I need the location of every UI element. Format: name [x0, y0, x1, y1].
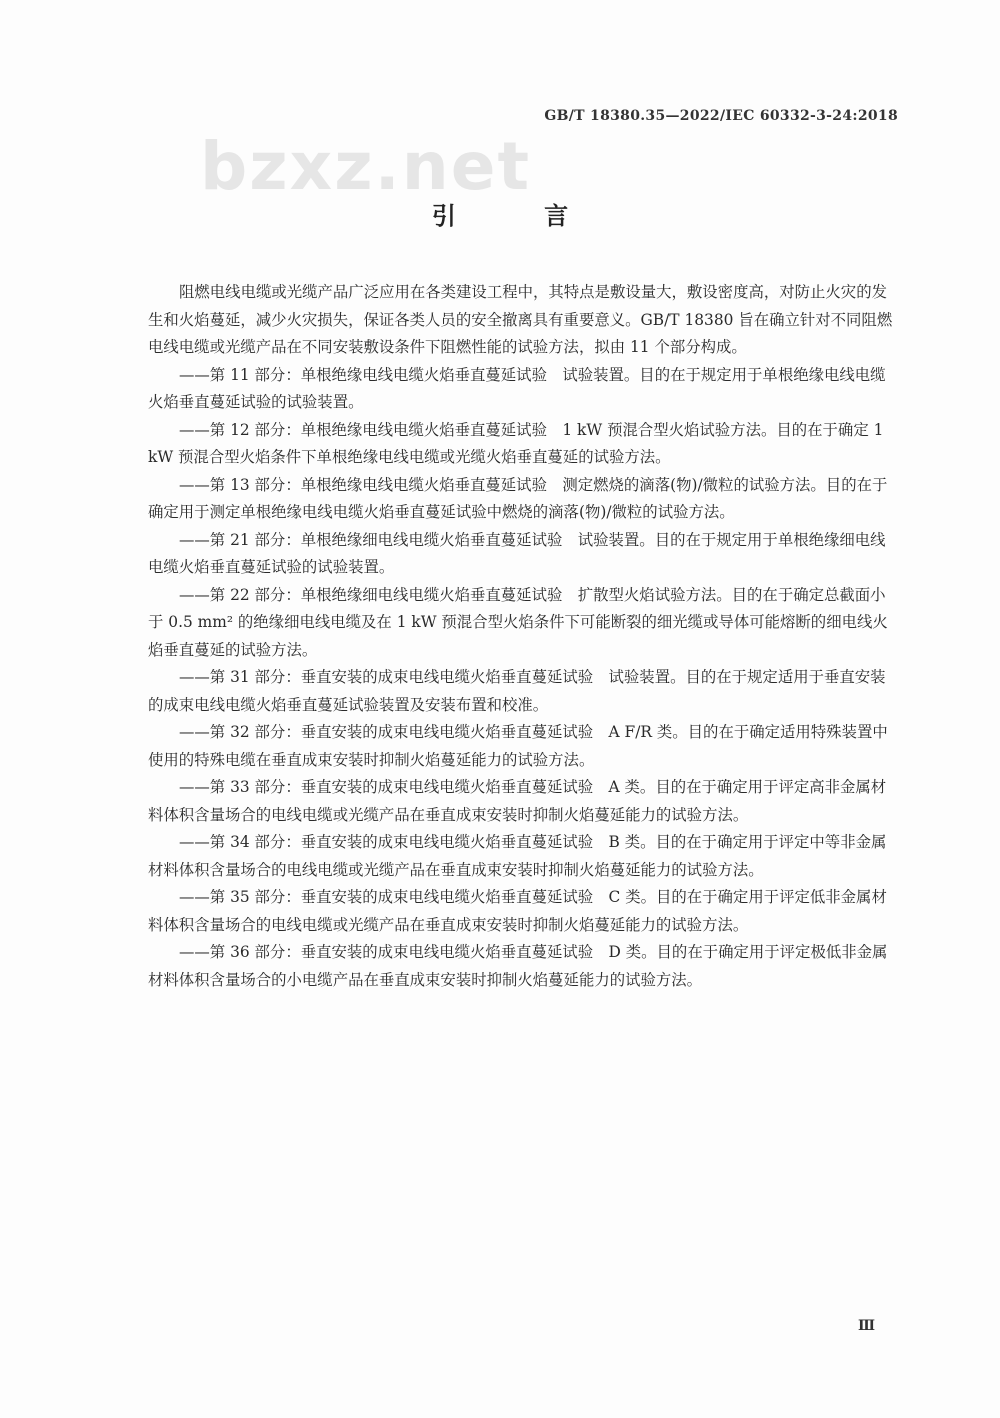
- part-item-22: ——第 22 部分：单根绝缘细电线电缆火焰垂直蔓延试验 扩散型火焰试验方法。目的在于确定总截面小于 0.5 mm² 的绝缘细电线电缆及在 1 kW 预混合型火焰条件下可能断裂的细光缆或导体可能熔断的细电线火焰垂直蔓延的试验方法。: [148, 585, 888, 659]
- page-number: Ⅲ: [857, 1318, 875, 1334]
- intro-paragraph: 阻燃电线电缆或光缆产品广泛应用在各类建设工程中，其特点是敷设量大，敷设密度高，对防止火灾的发生和火焰蔓延，减少火灾损失，保证各类人员的安全撤离具有重要意义。GB/T 18380 旨在确立针对不同阻燃电线电缆或光缆产品在不同安装敷设条件下阻燃性能的试验方法，拟由 11 个部分构成。: [148, 283, 893, 356]
- part-item-13: ——第 13 部分：单根绝缘电线电缆火焰垂直蔓延试验 测定燃烧的滴落(物)/微粒的试验方法。目的在于确定用于测定单根绝缘电线电缆火焰垂直蔓延试验中燃烧的滴落(物)/微粒的试验方法。: [148, 475, 888, 521]
- standard-number-header: GB/T 18380.35—2022/IEC 60332-3-24:2018: [544, 108, 898, 124]
- page-title: 引 言: [431, 201, 609, 230]
- part-item-35: ——第 35 部分：垂直安装的成束电线电缆火焰垂直蔓延试验 C 类。目的在于确定用于评定低非金属材料体积含量场合的电线电缆或光缆产品在垂直成束安装时抑制火焰蔓延能力的试验方法。: [148, 888, 887, 934]
- part-item-11: ——第 11 部分：单根绝缘电线电缆火焰垂直蔓延试验 试验装置。目的在于规定用于单根绝缘电线电缆火焰垂直蔓延试验的试验装置。: [148, 365, 886, 411]
- part-item-21: ——第 21 部分：单根绝缘细电线电缆火焰垂直蔓延试验 试验装置。目的在于规定用于单根绝缘细电线电缆火焰垂直蔓延试验的试验装置。: [148, 530, 886, 576]
- part-item-36: ——第 36 部分：垂直安装的成束电线电缆火焰垂直蔓延试验 D 类。目的在于确定用于评定极低非金属材料体积含量场合的小电缆产品在垂直成束安装时抑制火焰蔓延能力的试验方法。: [148, 943, 888, 989]
- part-item-31: ——第 31 部分：垂直安装的成束电线电缆火焰垂直蔓延试验 试验装置。目的在于规定适用于垂直安装的成束电线电缆火焰垂直蔓延试验装置及安装布置和校准。: [148, 668, 886, 714]
- body-content: [148, 279, 900, 994]
- part-item-12: ——第 12 部分：单根绝缘电线电缆火焰垂直蔓延试验 1 kW 预混合型火焰试验方法。目的在于确定 1 kW 预混合型火焰条件下单根绝缘电线电缆或光缆火焰垂直蔓延的试验方法。: [148, 420, 884, 466]
- part-item-33: ——第 33 部分：垂直安装的成束电线电缆火焰垂直蔓延试验 A 类。目的在于确定用于评定高非金属材料体积含量场合的电线电缆或光缆产品在垂直成束安装时抑制火焰蔓延能力的试验方法。: [148, 778, 887, 824]
- watermark: bzxz.net: [200, 128, 532, 205]
- part-item-32: ——第 32 部分：垂直安装的成束电线电缆火焰垂直蔓延试验 A F/R 类。目的在于确定适用特殊装置中使用的特殊电缆在垂直成束安装时抑制火焰蔓延能力的试验方法。: [148, 723, 888, 769]
- part-item-34: ——第 34 部分：垂直安装的成束电线电缆火焰垂直蔓延试验 B 类。目的在于确定用于评定中等非金属材料体积含量场合的电线电缆或光缆产品在垂直成束安装时抑制火焰蔓延能力的试验方法。: [148, 833, 887, 879]
